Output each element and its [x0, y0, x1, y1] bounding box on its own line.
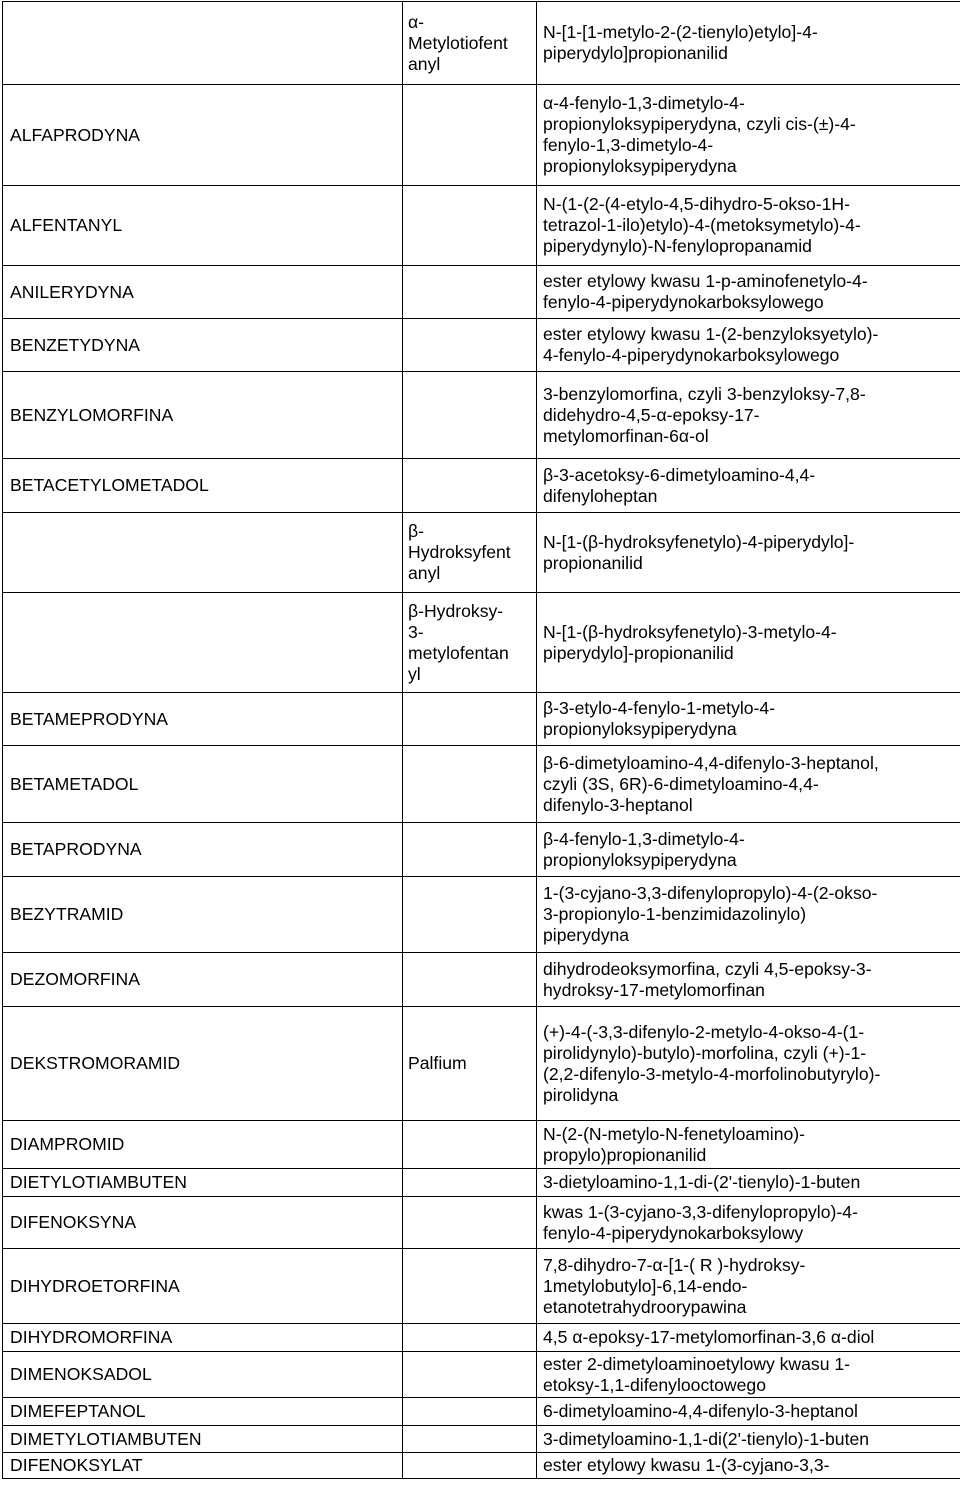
table-row [3, 1426, 960, 1453]
chemical-name: 1-(3-cyjano-3,3-difenylopropylo)-4-(2-okso- 3-propionylo-1-benzimidazolinylo) piperydyna [543, 883, 877, 945]
substance-synonym-cell [403, 1398, 537, 1426]
chemical-name-cell [537, 1007, 960, 1121]
substance-name-cell [3, 459, 403, 513]
substance-name-cell [3, 1169, 403, 1197]
table-row [3, 186, 960, 266]
chemical-name: β-3-etylo-4-fenylo-1-metylo-4- propionyloksypiperydyna [543, 698, 775, 739]
chemical-name: ester etylowy kwasu 1-(2-benzyloksyetylo)- 4-fenylo-4-piperydynokarboksylowego [543, 324, 878, 365]
table-row [3, 1197, 960, 1249]
chemical-name: N-[1-(β-hydroksyfenetylo)-4-piperydylo]- propionanilid [543, 532, 854, 573]
substance-name: BETAMETADOL [10, 774, 138, 794]
substance-name-cell [3, 1121, 403, 1169]
substance-synonym-cell [403, 1352, 537, 1398]
substance-synonym-cell [403, 372, 537, 459]
substance-name-cell [3, 823, 403, 877]
substance-synonym-cell [403, 1007, 537, 1121]
substance-synonym-cell [403, 746, 537, 823]
substance-name: DIHYDROETORFINA [10, 1276, 180, 1296]
chemical-name-cell [537, 1453, 960, 1479]
substance-name: BENZYLOMORFINA [10, 405, 173, 425]
chemical-name-cell [537, 513, 960, 593]
substance-name: DIAMPROMID [10, 1134, 124, 1154]
substance-name: BETAMEPRODYNA [10, 709, 168, 729]
substance-name: DEKSTROMORAMID [10, 1053, 180, 1073]
substance-name: ALFENTANYL [10, 215, 122, 235]
chemical-name-cell [537, 372, 960, 459]
substance-name-cell [3, 513, 403, 593]
substance-name-cell [3, 953, 403, 1007]
substance-name-cell [3, 1324, 403, 1352]
substance-name-cell [3, 372, 403, 459]
substance-synonym: β- Hydroksyfent anyl [408, 521, 511, 583]
substance-synonym-cell [403, 2, 537, 85]
substance-name: DEZOMORFINA [10, 969, 140, 989]
substance-synonym-cell [403, 1249, 537, 1324]
chemical-name: 3-benzylomorfina, czyli 3-benzyloksy-7,8- didehydro-4,5-α-epoksy-17- metylomorfinan-6α-ol [543, 384, 866, 446]
substance-synonym-cell [403, 266, 537, 319]
substance-synonym: Palfium [408, 1053, 467, 1073]
chemical-name-cell [537, 1169, 960, 1197]
substance-name-cell [3, 693, 403, 746]
chemical-name-cell [537, 1121, 960, 1169]
chemical-name-cell [537, 1426, 960, 1453]
table-row [3, 1249, 960, 1324]
table-row [3, 1324, 960, 1352]
substance-name: DIMETYLOTIAMBUTEN [10, 1429, 202, 1449]
substance-synonym-cell [403, 319, 537, 372]
chemical-name: N-(2-(N-metylo-N-fenetyloamino)- propylo)propionanilid [543, 1124, 805, 1165]
chemical-name: ester etylowy kwasu 1-p-aminofenetylo-4- fenylo-4-piperydynokarboksylowego [543, 271, 868, 312]
table-row [3, 372, 960, 459]
substance-synonym-cell [403, 1426, 537, 1453]
substance-synonym-cell [403, 513, 537, 593]
chemical-name: (+)-4-(-3,3-difenylo-2-metylo-4-okso-4-(1- pirolidynylo)-butylo)-morfolina, czyli (+)-1- (2,2-difenylo-3-metylo-4-morfolinobutyrylo)- pirolidyna [543, 1022, 880, 1105]
substance-name: DIFENOKSYLAT [10, 1455, 143, 1475]
table-row [3, 1121, 960, 1169]
substance-name-cell [3, 1398, 403, 1426]
table-row [3, 319, 960, 372]
substance-synonym-cell [403, 1169, 537, 1197]
substance-name-cell [3, 1007, 403, 1121]
chemical-name: ester etylowy kwasu 1-(3-cyjano-3,3- [543, 1455, 830, 1475]
chemical-name-cell [537, 319, 960, 372]
table-row [3, 823, 960, 877]
chemical-name: N-[1-[1-metylo-2-(2-tienylo)etylo]-4- piperydylo]propionanilid [543, 22, 818, 63]
chemical-name: β-6-dimetyloamino-4,4-difenylo-3-heptanol, czyli (3S, 6R)-6-dimetyloamino-4,4- difenylo-3-heptanol [543, 753, 879, 815]
substance-name-cell [3, 746, 403, 823]
chemical-name: 4,5 α-epoksy-17-metylomorfinan-3,6 α-diol [543, 1327, 874, 1347]
substance-name-cell [3, 1249, 403, 1324]
substance-synonym-cell [403, 1324, 537, 1352]
table-row [3, 85, 960, 186]
substance-synonym-cell [403, 85, 537, 186]
substance-name: BETAPRODYNA [10, 839, 142, 859]
substance-table [2, 1, 960, 1479]
substance-synonym-cell [403, 877, 537, 953]
substance-name-cell [3, 1197, 403, 1249]
substance-name-cell [3, 593, 403, 693]
substance-name: BETACETYLOMETADOL [10, 475, 209, 495]
substance-synonym: β-Hydroksy- 3- metylofentan yl [408, 601, 509, 684]
chemical-name: kwas 1-(3-cyjano-3,3-difenylopropylo)-4- fenylo-4-piperydynokarboksylowy [543, 1202, 858, 1243]
substance-name: DIMEFEPTANOL [10, 1401, 146, 1421]
chemical-name-cell [537, 1324, 960, 1352]
table-row [3, 513, 960, 593]
chemical-name: β-3-acetoksy-6-dimetyloamino-4,4- difenyloheptan [543, 465, 815, 506]
chemical-name-cell [537, 953, 960, 1007]
table-row [3, 2, 960, 85]
chemical-name-cell [537, 693, 960, 746]
substance-name: DIMENOKSADOL [10, 1364, 152, 1384]
table-row [3, 746, 960, 823]
substance-synonym-cell [403, 1121, 537, 1169]
table-row [3, 1453, 960, 1479]
chemical-name-cell [537, 186, 960, 266]
substance-synonym-cell [403, 1197, 537, 1249]
table-row [3, 459, 960, 513]
substance-synonym-cell [403, 593, 537, 693]
chemical-name-cell [537, 1197, 960, 1249]
chemical-name-cell [537, 823, 960, 877]
table-row [3, 1398, 960, 1426]
substance-name-cell [3, 2, 403, 85]
chemical-name: dihydrodeoksymorfina, czyli 4,5-epoksy-3- hydroksy-17-metylomorfinan [543, 959, 872, 1000]
substance-name: ANILERYDYNA [10, 282, 134, 302]
substance-synonym-cell [403, 459, 537, 513]
chemical-name-cell [537, 1249, 960, 1324]
substance-name-cell [3, 186, 403, 266]
substance-name-cell [3, 1453, 403, 1479]
substance-synonym-cell [403, 823, 537, 877]
chemical-name-cell [537, 85, 960, 186]
chemical-name: 3-dimetyloamino-1,1-di(2'-tienylo)-1-buten [543, 1429, 869, 1449]
table-row [3, 1007, 960, 1121]
substance-name: DIETYLOTIAMBUTEN [10, 1172, 187, 1192]
substance-synonym-cell [403, 186, 537, 266]
chemical-name-cell [537, 2, 960, 85]
chemical-name: N-(1-(2-(4-etylo-4,5-dihydro-5-okso-1H- tetrazol-1-ilo)etylo)-4-(metoksymetylo)-4- piperydynylo)-N-fenylopropanamid [543, 194, 861, 256]
chemical-name: 3-dietyloamino-1,1-di-(2'-tienylo)-1-buten [543, 1172, 860, 1192]
table-row [3, 693, 960, 746]
substance-synonym-cell [403, 1453, 537, 1479]
chemical-name-cell [537, 1352, 960, 1398]
chemical-name-cell [537, 877, 960, 953]
table-row [3, 266, 960, 319]
chemical-name-cell [537, 459, 960, 513]
substance-name: DIFENOKSYNA [10, 1212, 136, 1232]
table-row [3, 1169, 960, 1197]
chemical-name-cell [537, 1398, 960, 1426]
substance-name: BENZETYDYNA [10, 335, 140, 355]
table-row [3, 877, 960, 953]
chemical-name: 7,8-dihydro-7-α-[1-( R )-hydroksy- 1metylobutylo]-6,14-endo- etanotetrahydroorypawina [543, 1255, 805, 1317]
substance-name: ALFAPRODYNA [10, 125, 140, 145]
chemical-name: β-4-fenylo-1,3-dimetylo-4- propionyloksypiperydyna [543, 829, 745, 870]
substance-name-cell [3, 266, 403, 319]
chemical-name-cell [537, 593, 960, 693]
substance-synonym-cell [403, 693, 537, 746]
chemical-name: 6-dimetyloamino-4,4-difenylo-3-heptanol [543, 1401, 858, 1421]
table-row [3, 593, 960, 693]
chemical-name-cell [537, 746, 960, 823]
table-row [3, 1352, 960, 1398]
chemical-name: α-4-fenylo-1,3-dimetylo-4- propionyloksypiperydyna, czyli cis-(±)-4- fenylo-1,3-dimetylo-4- propionyloksypiperydyna [543, 93, 856, 176]
chemical-name-cell [537, 266, 960, 319]
substance-name: BEZYTRAMID [10, 904, 123, 924]
substance-name-cell [3, 85, 403, 186]
substance-name-cell [3, 319, 403, 372]
substance-name: DIHYDROMORFINA [10, 1327, 172, 1347]
substance-name-cell [3, 1352, 403, 1398]
substance-name-cell [3, 1426, 403, 1453]
chemical-name: ester 2-dimetyloaminoetylowy kwasu 1- etoksy-1,1-difenylooctowego [543, 1354, 850, 1395]
substance-name-cell [3, 877, 403, 953]
substance-synonym: α- Metylotiofent anyl [408, 12, 508, 74]
substance-table-body [3, 2, 960, 1479]
table-row [3, 953, 960, 1007]
chemical-name: N-[1-(β-hydroksyfenetylo)-3-metylo-4- piperydylo]-propionanilid [543, 622, 837, 663]
substance-synonym-cell [403, 953, 537, 1007]
